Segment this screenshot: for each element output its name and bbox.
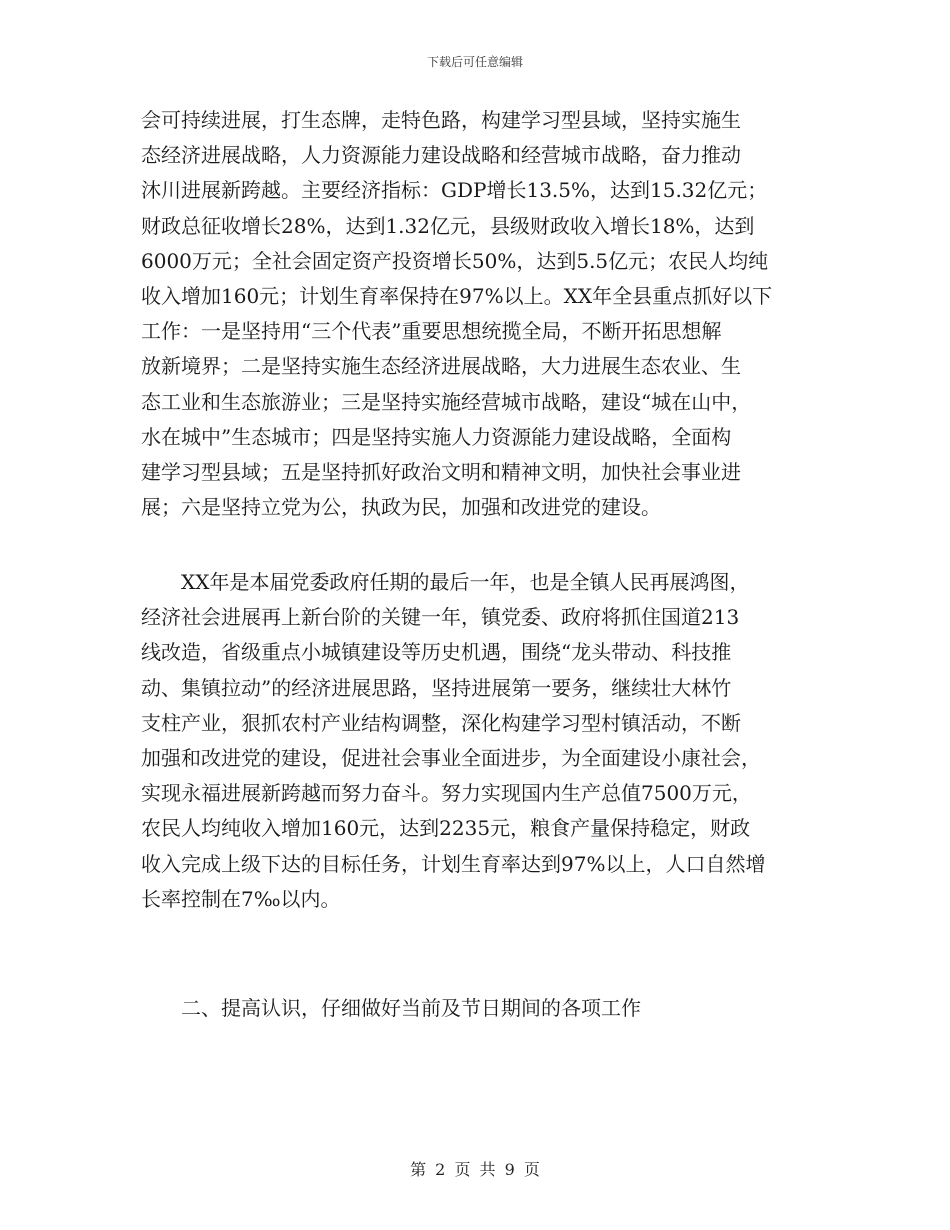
text-line: 会可持续进展，打生态牌，走特色路，构建学习型县域，坚持实施生	[141, 108, 741, 132]
page-number-footer: 第 2 页 共 9 页	[410, 1160, 540, 1179]
text-line: 态经济进展战略，人力资源能力建设战略和经营城市战略，奋力推动	[141, 143, 741, 168]
text-line: 农民人均纯收入增加160元，达到2235元，粮食产量保持稳定，财政	[141, 816, 751, 841]
text-line: 财政总征收增长28%，达到1.32亿元，县级财政收入增长18%，达到	[141, 213, 755, 238]
text-line: 放新境界；二是坚持实施生态经济进展战略，大力进展生态农业、生	[141, 354, 741, 379]
paragraph-2	[141, 565, 821, 917]
heading-text: 二、提高认识，仔细做好当前及节日期间的各项工作	[141, 996, 641, 1020]
text-line: 6000万元；全社会固定资产投资增长50%，达到5.5亿元；农民人均纯	[141, 248, 769, 273]
text-line: 加强和改进党的建设，促进社会事业全面进步，为全面建设小康社会，	[141, 745, 761, 770]
text-line: 动、集镇拉动”的经济进展思路，坚持进展第一要务，继续壮大林竹	[141, 675, 732, 700]
paragraph-1	[141, 103, 821, 525]
text-line: 展；六是坚持立党为公，执政为民，加强和改进党的建设。	[141, 495, 661, 520]
text-line: 沐川进展新跨越。主要经济指标：GDP增长13.5%，达到15.32亿元；	[141, 178, 768, 203]
section-heading	[141, 991, 821, 1026]
text-line: 工作：一是坚持用“三个代表”重要思想统揽全局，不断开拓思想解	[141, 319, 722, 344]
text-line: 支柱产业，狠抓农村产业结构调整，深化构建学习型村镇活动，不断	[141, 710, 741, 735]
text-line: 线改造，省级重点小城镇建设等历史机遇，围绕“龙头带动、科技推	[141, 640, 732, 665]
text-line: 建学习型县域；五是坚持抓好政治文明和精神文明，加快社会事业进	[141, 459, 741, 484]
text-line: 态工业和生态旅游业；三是坚持实施经营城市战略，建设“城在山中，	[141, 389, 752, 414]
text-line: 长率控制在7‰以内。	[141, 886, 341, 911]
text-line: XX年是本届党委政府任期的最后一年，也是全镇人民再展鸿图，	[141, 570, 750, 594]
text-line: 实现永福进展新跨越而努力奋斗。努力实现国内生产总值7500万元，	[141, 781, 752, 806]
text-line: 经济社会进展再上新台阶的关键一年，镇党委、政府将抓住国道213	[141, 605, 740, 630]
text-line: 收入完成上级下达的目标任务，计划生育率达到97%以上，人口自然增	[141, 851, 766, 876]
text-line: 收入增加160元；计划生育率保持在97%以上。XX年全县重点抓好以下	[141, 283, 773, 308]
text-line: 水在城中”生态城市；四是坚持实施人力资源能力建设战略，全面构	[141, 424, 732, 449]
page-header: 下载后可任意编辑	[426, 55, 523, 69]
